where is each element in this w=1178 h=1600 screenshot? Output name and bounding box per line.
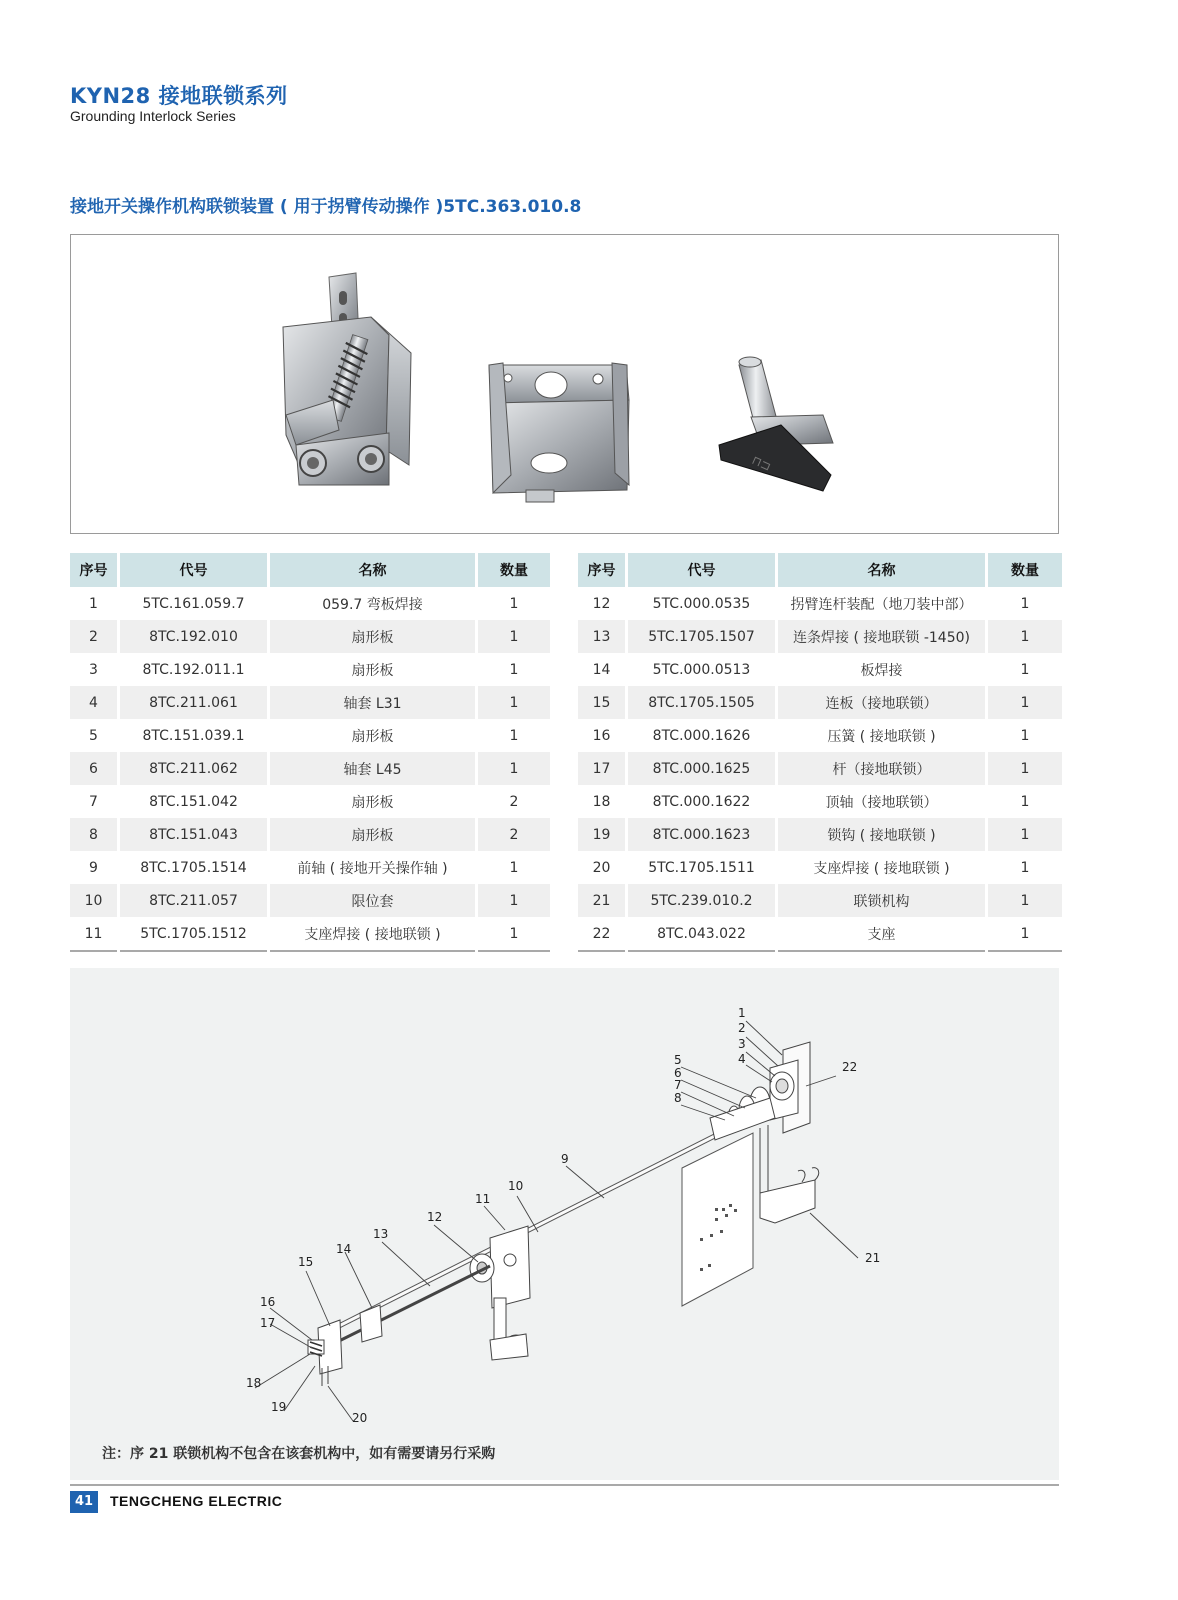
callout-10: 10 [508,1179,524,1193]
cell-code: 8TC.211.061 [120,686,267,719]
cell-name: 板焊接 [860,662,903,679]
table-row [578,752,1062,785]
cell-name: 锁钩 ( 接地联锁 ) [778,818,985,851]
cell-no: 3 [89,661,98,678]
cell-qty: 1 [988,686,1062,719]
col-header-no: 序号 [70,553,117,587]
cell-name: 压簧 ( 接地联锁 ) [827,728,936,745]
section-title: 接地开关操作机构联锁装置 ( 用于拐臂传动操作 )5TC.363.010.8 [70,197,582,217]
cell-code: 5TC.1705.1507 [628,620,775,653]
cell-code: 5TC.1705.1511 [648,859,755,876]
cell-code: 5TC.000.0535 [652,595,751,612]
series-title: KYN28 接地联锁系列 [70,84,288,108]
callout-14: 14 [336,1242,352,1256]
cell-name: 限位套 [270,884,475,917]
diagram-note: 注：序 21 联锁机构不包含在该套机构中，如有需要请另行采购 [102,1446,496,1462]
cell-no: 10 [70,884,117,917]
table-row [70,851,550,884]
cell-no: 8 [70,818,117,851]
callout-1: 1 [738,1006,746,1020]
cell-code: 8TC.000.1626 [652,727,751,744]
cell-name: 扇形板 [270,620,475,653]
cell-code: 5TC.161.059.7 [142,595,245,612]
cell-qty: 1 [988,917,1062,952]
cell-qty: 2 [509,793,519,810]
table-row [70,719,550,752]
cell-no: 9 [89,859,98,876]
cell-name: 拐臂连杆装配（地刀装中部） [790,596,973,613]
callout-17: 17 [260,1316,276,1330]
cell-qty: 1 [509,727,519,744]
cell-code: 5TC.239.010.2 [628,884,775,917]
cell-no: 22 [578,917,625,952]
cell-code: 8TC.192.010 [120,620,267,653]
cell-name: 联锁机构 [778,884,985,917]
cell-name: 支座焊接 ( 接地联锁 ) [270,917,475,952]
cell-qty: 1 [1020,859,1030,876]
cell-name: 扇形板 [351,662,394,679]
cell-no: 13 [578,620,625,653]
cell-no: 14 [592,661,611,678]
cell-no: 5 [89,727,98,744]
callout-12: 12 [427,1210,443,1224]
col-header-no: 序号 [578,553,625,587]
cell-name: 轴套 L31 [270,686,475,719]
cell-code: 5TC.1705.1512 [120,917,267,952]
cell-name: 顶轴（接地联锁） [825,794,938,811]
cell-code: 8TC.043.022 [628,917,775,952]
callout-8: 8 [674,1091,682,1105]
cell-no: 1 [89,595,98,612]
table-row [578,851,1062,884]
cell-code: 8TC.211.057 [120,884,267,917]
cell-code: 8TC.1705.1505 [628,686,775,719]
callout-15: 15 [298,1255,314,1269]
table-row [578,686,1062,719]
cell-code: 8TC.000.1623 [628,818,775,851]
cell-qty: 1 [509,595,519,612]
cell-code: 8TC.211.062 [120,752,267,785]
cell-qty: 1 [478,917,550,952]
cell-name: 前轴 ( 接地开关操作轴 ) [297,860,448,877]
table-row [70,752,550,785]
table-row [578,917,1062,952]
callout-5: 5 [674,1053,682,1067]
callout-4: 4 [738,1052,746,1066]
page-number: 41 [70,1491,98,1513]
cell-no: 4 [70,686,117,719]
cell-code: 8TC.1705.1514 [140,859,247,876]
col-header-code: 代号 [628,553,775,587]
cell-name: 连板（接地联锁） [778,686,985,719]
cell-no: 19 [578,818,625,851]
cell-code: 8TC.151.043 [120,818,267,851]
cell-name: 扇形板 [270,818,475,851]
callout-3: 3 [738,1037,746,1051]
table-header-row [70,553,550,587]
cell-code: 5TC.000.0513 [652,661,751,678]
cell-name: 扇形板 [351,794,394,811]
cell-qty: 1 [509,859,519,876]
table-header-row [578,553,1062,587]
table-row [70,785,550,818]
parts-table-right [575,553,1065,952]
table-row [578,620,1062,653]
footer-divider [70,1484,1059,1486]
cell-qty: 1 [478,620,550,653]
callout-9: 9 [561,1152,569,1166]
table-row [578,719,1062,752]
cell-qty: 1 [478,686,550,719]
table-row [70,620,550,653]
product-photo-panel [70,234,1059,534]
assembly-diagram-panel [70,968,1059,1480]
cell-qty: 1 [509,661,519,678]
table-row [70,884,550,917]
table-row [578,818,1062,851]
col-header-qty: 数量 [478,553,550,587]
cell-qty: 1 [988,752,1062,785]
cell-no: 12 [592,595,611,612]
cell-name: 支座 [778,917,985,952]
cell-qty: 1 [988,818,1062,851]
cell-no: 6 [70,752,117,785]
cell-qty: 2 [478,818,550,851]
callout-6: 6 [674,1066,682,1080]
col-header-code: 代号 [120,553,267,587]
cell-name: 059.7 弯板焊接 [322,596,423,613]
col-header-name: 名称 [778,553,985,587]
cell-name: 支座焊接 ( 接地联锁 ) [813,860,950,877]
cell-code: 8TC.151.039.1 [142,727,245,744]
cell-code: 8TC.000.1622 [652,793,751,810]
cell-name: 杆（接地联锁） [778,752,985,785]
callout-16: 16 [260,1295,276,1309]
cell-no: 20 [592,859,611,876]
cell-code: 8TC.000.1625 [628,752,775,785]
cell-no: 18 [592,793,611,810]
cell-code: 8TC.151.042 [149,793,238,810]
table-row [70,686,550,719]
cell-no: 11 [70,917,117,952]
rod-lever-photo [719,357,833,491]
parts-table-left [67,553,553,952]
assembly-diagram [70,968,1059,1438]
cell-no: 16 [592,727,611,744]
cell-no: 15 [578,686,625,719]
table-row [578,653,1062,686]
table-row [578,785,1062,818]
series-subtitle: Grounding Interlock Series [70,108,236,124]
plate-bracket-photo [489,363,629,502]
product-photos [71,235,1058,533]
callout-19: 19 [271,1400,287,1414]
callout-22: 22 [842,1060,858,1074]
callout-11: 11 [475,1192,491,1206]
callout-18: 18 [246,1376,262,1390]
svg-text:⊓⊐: ⊓⊐ [749,452,774,474]
cell-qty: 1 [1020,727,1030,744]
callout-13: 13 [373,1227,389,1241]
company-name: TENGCHENG ELECTRIC [110,1493,283,1509]
cell-qty: 1 [1020,595,1030,612]
table-row [578,884,1062,917]
cell-code: 8TC.192.011.1 [142,661,245,678]
cell-qty: 1 [478,884,550,917]
cell-no: 17 [578,752,625,785]
cell-no: 21 [578,884,625,917]
bracket-spring-assembly-photo [283,273,411,485]
table-row [578,587,1062,620]
cell-no: 7 [89,793,98,810]
col-header-qty: 数量 [988,553,1062,587]
cell-qty: 1 [1020,661,1030,678]
table-row [70,818,550,851]
table-row [70,587,550,620]
table-row [70,653,550,686]
cell-name: 轴套 L45 [270,752,475,785]
cell-qty: 1 [988,620,1062,653]
cell-qty: 1 [1020,793,1030,810]
cell-name: 连条焊接 ( 接地联锁 -1450) [778,620,985,653]
cell-qty: 1 [478,752,550,785]
table-row [70,917,550,952]
callout-21: 21 [865,1251,881,1265]
col-header-name: 名称 [270,553,475,587]
callout-7: 7 [674,1078,682,1092]
cell-qty: 1 [988,884,1062,917]
callout-2: 2 [738,1021,746,1035]
cell-no: 2 [70,620,117,653]
callout-20: 20 [352,1411,368,1425]
cell-name: 扇形板 [351,728,394,745]
